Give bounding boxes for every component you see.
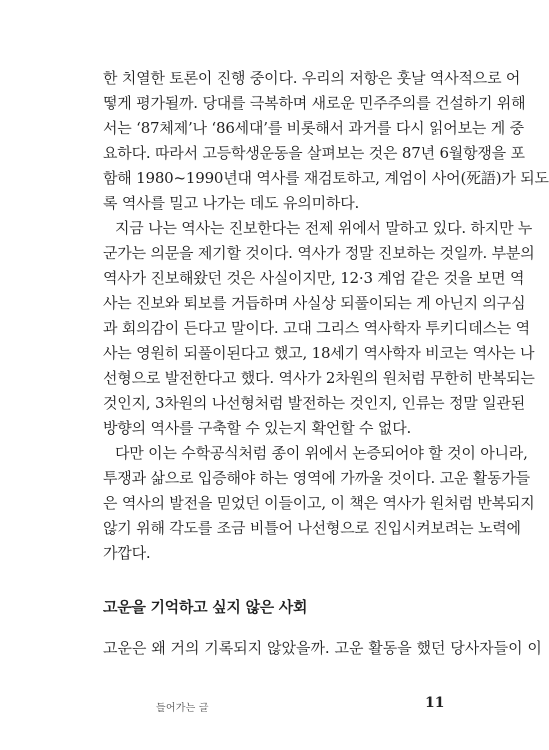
text-line: 지금 나는 역사는 진보한다는 전제 위에서 말하고 있다. 하지만 누 — [115, 219, 533, 237]
text-line: 역사가 진보해왔던 것은 사실이지만, 12·3 계엄 같은 것을 보면 역 — [103, 269, 525, 287]
text-line: 않기 위해 각도를 조금 비틀어 나선형으로 진입시켜보려는 노력에 — [103, 519, 521, 537]
text-line: 록 역사를 밀고 나가는 데도 유의미하다. — [103, 194, 360, 212]
paragraph — [103, 66, 549, 216]
text-line: 떻게 평가될까. 당대를 극복하며 새로운 민주주의를 건설하기 위해 — [103, 94, 526, 112]
paragraph — [103, 441, 535, 566]
text-line: 함해 1980~1990년대 역사를 재검토하고, 계엄이 사어(死語)가 되도 — [103, 169, 549, 187]
text-line: 다만 이는 수학공식처럼 종이 위에서 논증되어야 할 것이 아니라, — [115, 444, 528, 462]
page-number: 11 — [425, 695, 445, 711]
text-line: 과 회의감이 든다고 말이다. 고대 그리스 역사학자 투키디데스는 역 — [103, 319, 530, 337]
running-footer: 들어가는 글 — [156, 703, 209, 714]
text-line: 은 역사의 발전을 믿었던 이들이고, 이 책은 역사가 원처럼 반복되지 — [103, 494, 535, 512]
text-line: 군가는 의문을 제기할 것이다. 역사가 정말 진보하는 것일까. 부분의 — [103, 244, 535, 262]
paragraph — [103, 216, 535, 441]
text-line: 요하다. 따라서 고등학생운동을 살펴보는 것은 87년 6월항쟁을 포 — [103, 144, 525, 162]
body-text — [103, 66, 549, 566]
text-line: 가깝다. — [103, 544, 151, 562]
text-line: 사는 진보와 퇴보를 거듭하며 사실상 되풀이되는 게 아닌지 의구심 — [103, 294, 526, 312]
text-line: 것인지, 3차원의 나선형처럼 발전하는 것인지, 인류는 정말 일관된 — [103, 394, 525, 412]
section-first-line: 고운은 왜 거의 기록되지 않았을까. 고운 활동을 했던 당사자들이 이 — [103, 639, 542, 657]
text-line: 방향의 역사를 구축할 수 있는지 확언할 수 없다. — [103, 419, 412, 437]
text-line: 투쟁과 삶으로 입증해야 하는 영역에 가까울 것이다. 고운 활동가들 — [103, 469, 530, 487]
text-line: 사는 영원히 되풀이된다고 했고, 18세기 역사학자 비코는 역사는 나 — [103, 344, 535, 362]
text-line: 선형으로 발전한다고 했다. 역사가 2차원의 원처럼 무한히 반복되는 — [103, 369, 535, 387]
text-line: 한 치열한 토론이 진행 중이다. 우리의 저항은 훗날 역사적으로 어 — [103, 69, 521, 87]
section-title: 고운을 기억하고 싶지 않은 사회 — [103, 598, 308, 616]
text-line: 서는 ‘87체제’나 ‘86세대’를 비롯해서 과거를 다시 읽어보는 게 중 — [103, 119, 524, 137]
